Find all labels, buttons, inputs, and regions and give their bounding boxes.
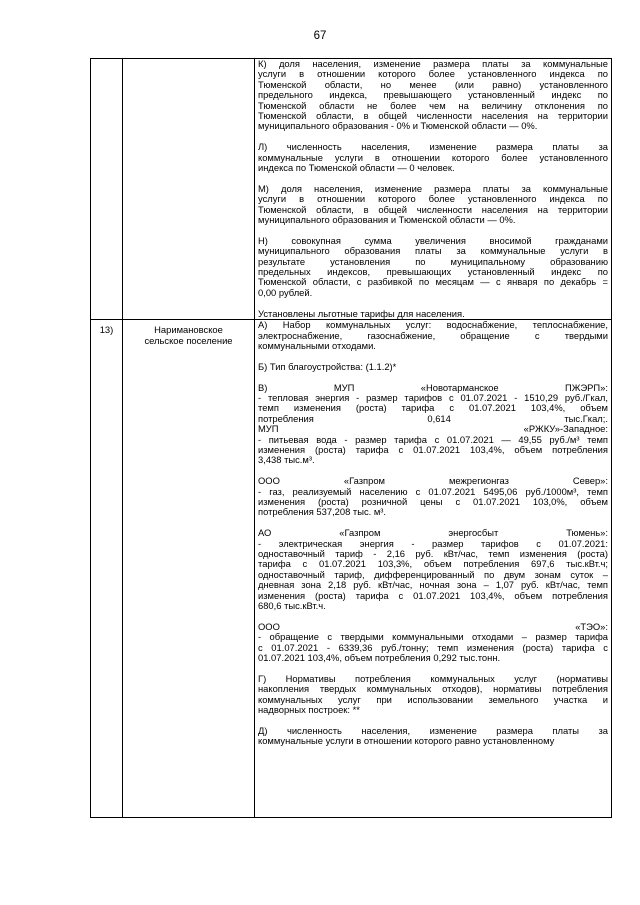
- text-line: предельного индекса, превышающего установленный индекс по: [258, 89, 608, 101]
- row-number: 13): [91, 320, 123, 818]
- text-line: изменения (роста) тарифа с 01.07.2021 103,4%, объем потребления: [258, 589, 608, 601]
- text-line: 0,00 рублей.: [258, 286, 313, 298]
- text-line: услуги в отношении которого более установленного индекса по: [258, 68, 608, 80]
- text-line: Д) численность населения, изменение размера платы за: [258, 724, 608, 736]
- text-line: электроснабжение, газоснабжение, обращение с твердыми: [258, 329, 608, 341]
- text-line: изменения (роста) тарифа с 01.07.2021 103,4%, объем потребления: [258, 443, 608, 455]
- paragraph: [258, 59, 608, 132]
- text-line: одноставочный тариф - 2,16 руб. кВт/час, темп изменения (роста): [258, 547, 608, 559]
- paragraph: [258, 236, 608, 298]
- text-line: надворных построек: **: [258, 704, 360, 716]
- text-line: муниципального образования и Тюменской области — 0%.: [258, 214, 516, 226]
- row2-content: [255, 320, 612, 818]
- paragraph: [258, 142, 608, 173]
- text-line: накопления твердых коммунальных отходов), нормативы потребления: [258, 683, 608, 695]
- text-line: коммунальных услуг при использовании земельного участка и: [258, 693, 608, 705]
- text-line: В) МУП «Новотарманское ПЖЭРП»:: [258, 381, 608, 393]
- text-line: дневная зона 2,18 руб. кВт/час, ночная зона – 1,07 руб. кВт/час, темп: [258, 579, 608, 591]
- text-line: потребления 0,614 тыс.Гкал;.: [258, 412, 608, 424]
- text-line: А) Набор коммунальных услуг: водоснабжение, теплоснабжение,: [258, 319, 608, 331]
- text-line: Б) Тип благоустройства: (1.1.2)*: [258, 360, 397, 372]
- paragraph: [258, 184, 608, 226]
- text-line: Тюменской области, в общей численности населения на территории: [258, 110, 608, 122]
- text-line: - тепловая энергия - размер тарифов с 01.07.2021 - 1510,29 руб./Гкал,: [258, 391, 608, 403]
- paragraph: [258, 622, 608, 664]
- text-line: одноставочный тариф, дифференцированный по двум зонам суток –: [258, 568, 608, 580]
- text-line: Г) Нормативы потребления коммунальных услуг (нормативы: [258, 672, 608, 684]
- text-line: М) доля населения, изменение размера платы за коммунальные: [258, 182, 608, 194]
- text-line: - электрическая энергия - размер тарифов с 01.07.2021:: [258, 537, 608, 549]
- text-line: - питьевая вода - размер тарифа с 01.07.2021 — 49,55 руб./м³ темп: [258, 433, 608, 445]
- text-line: 01.07.2021 103,4%, объем потребления 0,292 тыс.тонн.: [258, 652, 501, 664]
- paragraph: [258, 320, 608, 351]
- text-line: индекса по Тюменской области — 0 человек.: [258, 162, 455, 174]
- text-line: коммунальные услуги в отношении которого равно установленному: [258, 735, 555, 747]
- paragraph: [258, 674, 608, 716]
- text-line: муниципального образования платы за коммунальные услуги в: [258, 245, 608, 257]
- closing-note: Установлены льготные тарифы для населения.: [258, 307, 465, 319]
- text-line: коммунальные услуги в отношении которого более установленного: [258, 151, 608, 163]
- text-line: предельных индексов, превышающих установленный индекс по: [258, 266, 608, 278]
- text-line: К) доля населения, изменение размера платы за коммунальные: [258, 58, 608, 69]
- text-line: - газ, реализуемый населению с 01.07.2021 5495,06 руб./1000м³, темп: [258, 485, 608, 497]
- text-line: 3,438 тыс.м³.: [258, 454, 315, 466]
- text-line: АО «Газпром энергосбыт Тюмень»:: [258, 527, 608, 539]
- table-row: [91, 320, 612, 818]
- text-line: ООО «ТЭО»:: [258, 620, 608, 632]
- paragraph: [258, 476, 608, 518]
- text-line: тарифа с 01.07.2021 103,3%, объем потребления 697,6 тыс.кВт.ч;: [258, 558, 608, 570]
- paragraph: [258, 362, 608, 372]
- paragraph: [258, 528, 608, 611]
- page-number: 67: [313, 30, 327, 42]
- paragraph: [258, 726, 608, 747]
- settlement-name-cell: [123, 59, 255, 320]
- table-row: [91, 59, 612, 320]
- text-line: услуги в отношении которого более установленного индекса по: [258, 193, 608, 205]
- text-line: темп изменения (роста) тарифа с 01.07.2021 103,4%, объем: [258, 402, 608, 414]
- paragraph: [258, 383, 608, 466]
- text-line: Н) совокупная сумма увеличения вносимой гражданами: [258, 234, 608, 246]
- text-line: 680,6 тыс.кВт.ч.: [258, 600, 326, 611]
- settlement-name: Наримановское сельское поселение: [123, 320, 255, 818]
- text-line: - обращение с твердыми коммунальными отходами – размер тарифа: [258, 631, 608, 643]
- row1-content: [255, 59, 612, 320]
- tariff-table: [90, 58, 612, 818]
- text-line: результате установления по муниципальному образованию: [258, 255, 608, 267]
- text-line: Тюменской области, но менее (или равно) установленного: [258, 78, 608, 90]
- text-line: Л) численность населения, изменение размера платы за: [258, 141, 608, 153]
- text-line: Тюменской области не более чем на величину отклонения по: [258, 99, 608, 111]
- text-line: муниципального образования - 0% и Тюменской области — 0%.: [258, 120, 538, 132]
- text-line: ООО «Газпром межрегионгаз Север»:: [258, 475, 608, 487]
- text-line: потребления 537,208 тыс. м³.: [258, 506, 387, 518]
- text-line: коммунальными отходами.: [258, 339, 376, 351]
- text-line: с 01.07.2021 - 6339,36 руб./тонну; темп изменения (роста) тарифа с: [258, 641, 608, 653]
- text-line: МУП «РЖКУ»-Западное:: [258, 423, 608, 435]
- text-line: Тюменской области, в общей численности населения на территории: [258, 203, 608, 215]
- row-number-cell: [91, 59, 123, 320]
- text-line: изменения (роста) розничной цены с 01.07.2021 103,0%, объем: [258, 495, 608, 507]
- text-line: Тюменской области, с разбивкой по месяцам — с января по декабрь =: [258, 276, 608, 288]
